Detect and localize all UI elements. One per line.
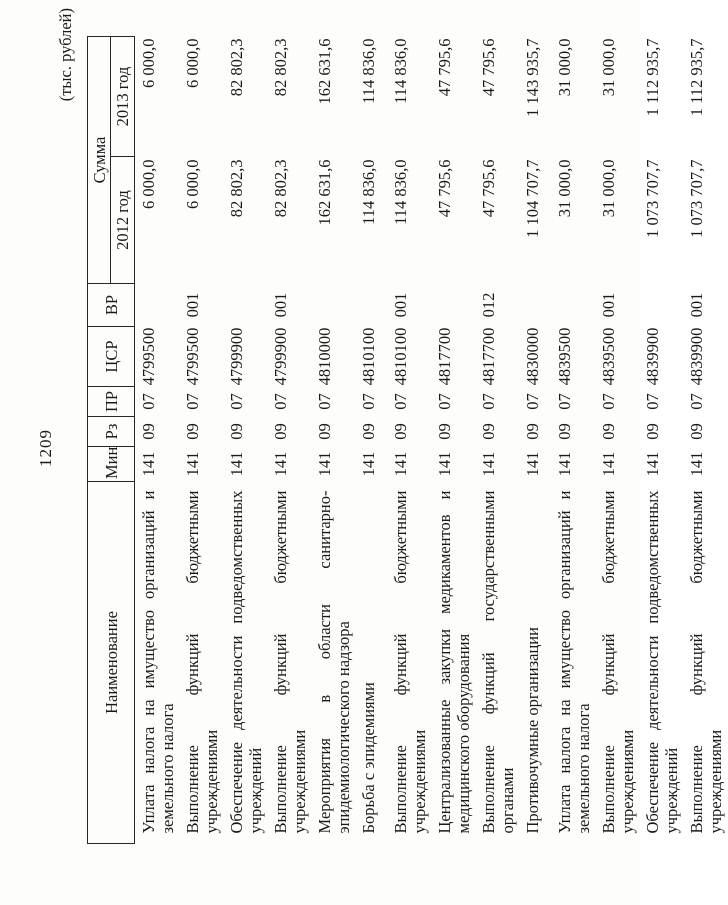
csr-cell: 4799500 (139, 327, 158, 386)
name-cell: Выполнение функций бюджетными учреждениями (599, 490, 637, 834)
header-year-2013: 2013 год (111, 36, 135, 156)
pr-cell: 07 (555, 393, 574, 410)
name-cell: Выполнение функций бюджетными учреждениями (271, 490, 309, 834)
budget-table (87, 36, 728, 844)
min-cell: 141 (523, 451, 542, 477)
min-cell: 141 (227, 451, 246, 477)
vr-cell (312, 284, 356, 327)
pr-cell: 07 (687, 393, 706, 410)
name-cell: Обеспечение деятельности подведомственных учреждений (643, 490, 681, 834)
units-note: (тыс. рублей) (56, 8, 75, 102)
vr-cell (432, 284, 476, 327)
sum-2012-cell: 47 795,6 (435, 159, 454, 218)
rz-cell: 09 (435, 423, 454, 440)
header-year-2012: 2012 год (111, 157, 135, 284)
sum-2013-cell: 31 000,0 (599, 38, 618, 97)
pr-cell: 07 (139, 393, 158, 410)
sum-2013-cell: 82 802,3 (227, 38, 246, 97)
vr-cell (520, 284, 552, 327)
min-cell: 141 (599, 451, 618, 477)
pr-cell: 07 (227, 393, 246, 410)
name-cell: Уплата налога на имущество организаций и земельного налога (139, 490, 177, 834)
min-cell: 141 (435, 451, 454, 477)
pr-cell: 07 (315, 393, 334, 410)
name-cell: Выполнение функций бюджетными учреждениями (687, 490, 725, 834)
header-min: Мин (88, 447, 135, 482)
header-csr: ЦСР (88, 327, 135, 387)
name-cell: Выполнение функций бюджетными учреждениями (183, 490, 221, 834)
table-row (135, 36, 181, 843)
sum-2013-cell: 31 000,0 (555, 38, 574, 97)
vr-cell (552, 284, 596, 327)
min-cell: 141 (479, 451, 498, 477)
rz-cell: 09 (227, 423, 246, 440)
sum-2013-cell: 6 000,0 (183, 38, 202, 88)
sum-2012-cell: 6 000,0 (183, 159, 202, 209)
csr-cell: 4830000 (523, 327, 542, 386)
rz-cell: 09 (271, 423, 290, 440)
sum-2012-cell: 1 073 707,7 (687, 159, 706, 238)
vr-cell (356, 284, 388, 327)
sum-2012-cell: 31 000,0 (555, 159, 574, 218)
sum-2012-cell: 82 802,3 (227, 159, 246, 218)
min-cell: 141 (555, 451, 574, 477)
header-name: Наименование (88, 482, 135, 844)
rz-cell: 09 (315, 423, 334, 440)
min-cell: 141 (359, 451, 378, 477)
table-row (224, 36, 268, 843)
sum-2012-cell: 1 104 707,7 (523, 159, 542, 238)
sum-2013-cell: 6 000,0 (139, 38, 158, 88)
table-row (180, 36, 224, 843)
sum-2012-cell: 31 000,0 (599, 159, 618, 218)
vr-cell (640, 284, 684, 327)
csr-cell: 4810100 (391, 327, 410, 386)
min-cell: 141 (391, 451, 410, 477)
rz-cell: 09 (183, 423, 202, 440)
rz-cell: 09 (555, 423, 574, 440)
sum-2013-cell: 1 112 935,7 (687, 38, 706, 117)
csr-cell: 4839500 (599, 327, 618, 386)
header-rz: Рз (88, 417, 135, 447)
pr-cell: 07 (391, 393, 410, 410)
csr-cell: 4817700 (435, 327, 454, 386)
name-cell: Выполнение функций бюджетными учреждениями (391, 490, 429, 834)
header-sum: Сумма (88, 36, 111, 283)
min-cell: 141 (183, 451, 202, 477)
name-cell: Выполнение функций государственными органами (479, 490, 517, 834)
sum-2013-cell: 47 795,6 (479, 38, 498, 97)
table-row (552, 36, 596, 843)
min-cell: 141 (643, 451, 662, 477)
sum-2012-cell: 82 802,3 (271, 159, 290, 218)
table-header (88, 36, 135, 843)
rz-cell: 09 (391, 423, 410, 440)
page-number: 1209 (36, 429, 55, 467)
csr-cell: 4817700 (479, 327, 498, 386)
sum-2012-cell: 1 073 707,7 (643, 159, 662, 238)
vr-cell: 001 (271, 292, 290, 318)
csr-cell: 4799900 (227, 327, 246, 386)
rz-cell: 09 (479, 423, 498, 440)
sum-2013-cell: 82 802,3 (271, 38, 290, 97)
pr-cell: 07 (479, 393, 498, 410)
table-row (596, 36, 640, 843)
csr-cell: 4839500 (555, 327, 574, 386)
sum-2012-cell: 114 836,0 (391, 159, 410, 225)
table-row (432, 36, 476, 843)
pr-cell: 07 (523, 393, 542, 410)
pr-cell: 07 (359, 393, 378, 410)
rz-cell: 09 (139, 423, 158, 440)
min-cell: 141 (315, 451, 334, 477)
table-row (268, 36, 312, 843)
csr-cell: 4799900 (271, 327, 290, 386)
name-cell: Уплата налога на имущество организаций и земельного налога (555, 490, 593, 834)
name-cell: Централизованные закупки медикаментов и медицинского оборудования (435, 490, 473, 834)
pr-cell: 07 (183, 393, 202, 410)
sum-2012-cell: 47 795,6 (479, 159, 498, 218)
pr-cell: 07 (271, 393, 290, 410)
vr-cell: 001 (599, 292, 618, 318)
sum-2012-cell: 6 000,0 (139, 159, 158, 209)
pr-cell: 07 (599, 393, 618, 410)
sum-2012-cell: 162 631,6 (315, 159, 334, 226)
table-row (520, 36, 552, 843)
vr-cell (135, 284, 181, 327)
rz-cell: 09 (599, 423, 618, 440)
table-row (312, 36, 356, 843)
vr-cell (224, 284, 268, 327)
min-cell: 141 (139, 451, 158, 477)
name-cell: Противочумные организации (523, 627, 542, 834)
name-cell: Обеспечение деятельности подведомственных учреждений (227, 490, 265, 834)
csr-cell: 4839900 (643, 327, 662, 386)
table-row (640, 36, 684, 843)
sum-2013-cell: 1 143 935,7 (523, 38, 542, 117)
rz-cell: 09 (687, 423, 706, 440)
vr-cell: 001 (391, 292, 410, 318)
csr-cell: 4839900 (687, 327, 706, 386)
rz-cell: 09 (523, 423, 542, 440)
header-vr: ВР (88, 284, 135, 327)
sum-2013-cell: 1 112 935,7 (643, 38, 662, 117)
rz-cell: 09 (359, 423, 378, 440)
table-row (684, 36, 728, 843)
vr-cell: 012 (479, 292, 498, 318)
min-cell: 141 (271, 451, 290, 477)
vr-cell: 001 (687, 292, 706, 318)
table-row (476, 36, 520, 843)
table-row (356, 36, 388, 843)
rz-cell: 09 (643, 423, 662, 440)
table-row (388, 36, 432, 843)
min-cell: 141 (687, 451, 706, 477)
csr-cell: 4810100 (359, 327, 378, 386)
csr-cell: 4810000 (315, 327, 334, 386)
vr-cell: 001 (183, 292, 202, 318)
header-pr: ПР (88, 387, 135, 417)
sum-2012-cell: 114 836,0 (359, 159, 378, 225)
sum-2013-cell: 47 795,6 (435, 38, 454, 97)
pr-cell: 07 (643, 393, 662, 410)
table-body (135, 36, 728, 843)
csr-cell: 4799500 (183, 327, 202, 386)
sum-2013-cell: 162 631,6 (315, 38, 334, 105)
sum-2013-cell: 114 836,0 (391, 38, 410, 104)
name-cell: Борьба с эпидемиями (359, 682, 378, 834)
pr-cell: 07 (435, 393, 454, 410)
name-cell: Мероприятия в области санитарно-эпидемиологического надзора (315, 490, 353, 834)
sum-2013-cell: 114 836,0 (359, 38, 378, 104)
